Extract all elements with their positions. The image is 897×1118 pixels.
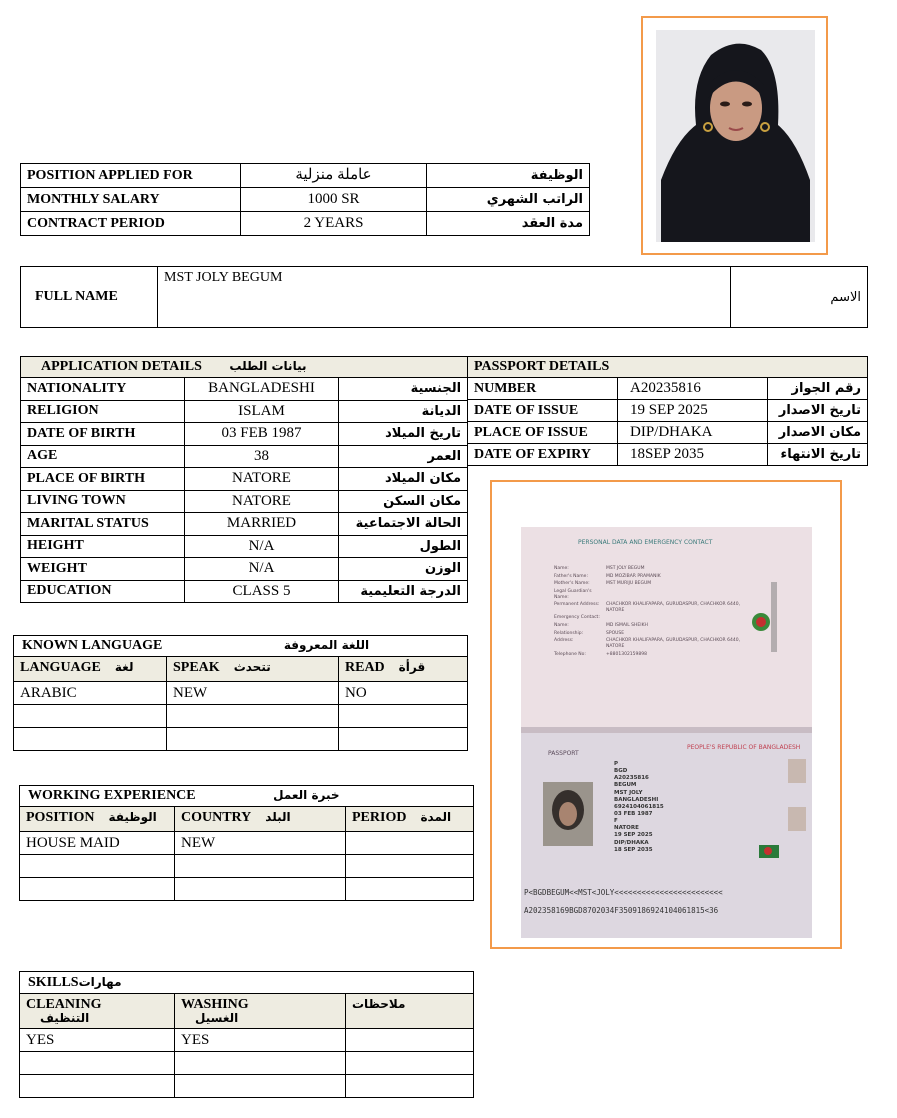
- skills-cell: [346, 1029, 474, 1052]
- language-cell: ARABIC: [14, 682, 167, 705]
- application-row: [21, 378, 468, 401]
- experience-header-ar: الوظيفة: [108, 810, 157, 824]
- passport-scan-field-key: Telephone No:: [554, 651, 586, 657]
- full-name-label: FULL NAME: [21, 267, 158, 328]
- application-value: 03 FEB 1987: [185, 423, 339, 446]
- experience-cell: [346, 878, 474, 901]
- skills-title-en: SKILLS: [28, 974, 79, 990]
- experience-cell: [346, 855, 474, 878]
- passport-scan-bio-value: 18 SEP 2035: [614, 846, 653, 853]
- skills-row: [20, 1075, 474, 1098]
- application-label: RELIGION: [21, 400, 185, 423]
- experience-header: [346, 807, 474, 832]
- application-label-ar: الديانة: [339, 400, 468, 423]
- application-title-en: APPLICATION DETAILS: [41, 359, 202, 374]
- passport-scan-field: [554, 589, 744, 600]
- application-label-ar: الطول: [339, 535, 468, 558]
- experience-row: [20, 855, 474, 878]
- skills-table: [19, 971, 474, 1098]
- passport-scan-bio-value: BEGUM: [614, 782, 637, 789]
- application-row: [21, 490, 468, 513]
- job-label: CONTRACT PERIOD: [21, 212, 241, 236]
- passport-scan-field: [554, 638, 744, 649]
- language-header-ar: قرأة: [398, 660, 426, 674]
- passport-scan-field-value: MD ISMAIL SHEIKH: [606, 623, 648, 628]
- passport-scan-mrz-line1: P<BGDBEGUM<<MST<JOLY<<<<<<<<<<<<<<<<<<<<<<<<: [524, 888, 723, 897]
- experience-cell: [20, 878, 175, 901]
- application-label-ar: الدرجة التعليمية: [339, 580, 468, 603]
- experience-header-en: POSITION: [26, 810, 95, 825]
- experience-header: [20, 807, 175, 832]
- application-row: [21, 535, 468, 558]
- experience-cell: HOUSE MAID: [20, 832, 175, 855]
- job-label-ar: الراتب الشهري: [427, 188, 590, 212]
- passport-scan-field-key: Address:: [554, 638, 574, 644]
- application-row: [21, 445, 468, 468]
- application-label: EDUCATION: [21, 580, 185, 603]
- passport-scan-field: [554, 574, 744, 580]
- passport-label-ar: تاريخ الاصدار: [768, 400, 868, 422]
- passport-label: PLACE OF ISSUE: [468, 422, 618, 444]
- passport-scan-frame: [490, 480, 842, 949]
- applicant-photo: [656, 30, 815, 242]
- passport-label-ar: رقم الجواز: [768, 378, 868, 400]
- passport-scan-field-key: Name:: [554, 623, 569, 628]
- application-value: ISLAM: [185, 400, 339, 423]
- passport-scan-field-value: CHACHKOR KHALIFAPARA, GURUDASPUR, CHACHKOR 6440, NATORE: [606, 602, 740, 613]
- language-cell: NO: [339, 682, 468, 705]
- working-experience-title-ar: خبرة العمل: [273, 788, 340, 802]
- experience-row: [20, 832, 474, 855]
- job-label-ar: الوظيفة: [427, 164, 590, 188]
- application-label: WEIGHT: [21, 558, 185, 581]
- passport-scan-field-value: MST MURIJU BEGUM: [606, 581, 652, 587]
- passport-row: [468, 400, 868, 422]
- skills-row: [20, 1029, 474, 1052]
- experience-row: [20, 878, 474, 901]
- passport-scan-page1-header: PERSONAL DATA AND EMERGENCY CONTACT: [578, 539, 713, 546]
- passport-scan-fields: [554, 566, 744, 659]
- job-value: 2 YEARS: [241, 212, 427, 236]
- passport-scan-bio-value: MST JOLY: [614, 789, 643, 796]
- language-header-en: SPEAK: [173, 660, 220, 675]
- passport-scan-field: [554, 615, 744, 621]
- passport-scan-field: [554, 566, 744, 572]
- language-header-ar: لغة: [114, 660, 134, 674]
- job-table: [20, 163, 590, 236]
- passport-scan-field-key: Permanent Address:: [554, 602, 600, 608]
- application-label: LIVING TOWN: [21, 490, 185, 513]
- passport-label: DATE OF ISSUE: [468, 400, 618, 422]
- passport-scan-field: [554, 652, 744, 658]
- skills-cell: [20, 1052, 175, 1075]
- passport-scan-bio-value: A20235816: [614, 775, 649, 782]
- application-value: N/A: [185, 535, 339, 558]
- passport-scan-field: [554, 631, 744, 637]
- application-label: NATIONALITY: [21, 378, 185, 401]
- language-cell: [14, 728, 167, 751]
- application-label-ar: الجنسية: [339, 378, 468, 401]
- passport-scan-bio-value: BGD: [614, 768, 628, 775]
- passport-scan-field-value: +8801302159898: [606, 651, 647, 657]
- application-label-ar: مكان الميلاد: [339, 468, 468, 491]
- skills-row: [20, 1052, 474, 1075]
- passport-value: A20235816: [618, 378, 768, 400]
- experience-header-ar: المدة: [420, 810, 452, 824]
- experience-cell: [346, 832, 474, 855]
- application-label-ar: تاريخ الميلاد: [339, 423, 468, 446]
- application-details-table: [20, 356, 468, 603]
- working-experience-title-en: WORKING EXPERIENCE: [28, 788, 196, 803]
- experience-cell: [20, 855, 175, 878]
- passport-scan-field-key: Legal Guardian's Name:: [554, 588, 592, 600]
- job-row: [21, 212, 590, 236]
- language-cell: [339, 728, 468, 751]
- application-label: MARITAL STATUS: [21, 513, 185, 536]
- application-label-ar: الوزن: [339, 558, 468, 581]
- application-label: DATE OF BIRTH: [21, 423, 185, 446]
- skills-title: [20, 972, 474, 994]
- language-row: [14, 705, 468, 728]
- passport-row: [468, 378, 868, 400]
- passport-details-title: PASSPORT DETAILS: [468, 357, 868, 378]
- known-language-title-en: KNOWN LANGUAGE: [22, 638, 163, 653]
- passport-scan-bio-value: 03 FEB 1987: [614, 810, 653, 817]
- passport-scan-bio-value: 19 SEP 2025: [614, 832, 653, 839]
- language-header: [339, 657, 468, 682]
- application-row: [21, 513, 468, 536]
- skills-header-ar: التنظيف: [40, 1011, 90, 1025]
- job-row: [21, 164, 590, 188]
- skills-header-ar: ملاحظات: [352, 997, 406, 1011]
- passport-value: DIP/DHAKA: [618, 422, 768, 444]
- language-cell: NEW: [167, 682, 339, 705]
- language-cell: [339, 705, 468, 728]
- application-label-ar: مكان السكن: [339, 490, 468, 513]
- passport-row: [468, 422, 868, 444]
- language-row: [14, 682, 468, 705]
- application-value: N/A: [185, 558, 339, 581]
- skills-header-en: WASHING: [181, 997, 249, 1012]
- passport-scan-bio-value: F: [614, 818, 618, 825]
- skills-header-en: CLEANING: [26, 997, 102, 1012]
- known-language-title-ar: اللغة المعروفة: [283, 638, 370, 652]
- application-label-ar: الحالة الاجتماعية: [339, 513, 468, 536]
- passport-scan-field-value: SPOUSE: [606, 630, 625, 636]
- passport-details-table: [467, 356, 868, 466]
- passport-scan-field-key: Mother's Name:: [554, 581, 590, 587]
- working-experience-title: [20, 786, 474, 807]
- full-name-label-ar: الاسم: [731, 267, 868, 328]
- experience-header-en: PERIOD: [352, 810, 407, 825]
- passport-label: NUMBER: [468, 378, 618, 400]
- application-label: HEIGHT: [21, 535, 185, 558]
- application-row: [21, 558, 468, 581]
- passport-scan-field: [554, 623, 744, 629]
- application-row: [21, 400, 468, 423]
- passport-scan-bio-value: P: [614, 761, 619, 767]
- language-header: [167, 657, 339, 682]
- language-header-ar: تتحدث: [233, 660, 271, 674]
- application-label: PLACE OF BIRTH: [21, 468, 185, 491]
- full-name-table: [20, 266, 868, 328]
- application-label-ar: العمر: [339, 445, 468, 468]
- applicant-photo-frame: [641, 16, 828, 255]
- skills-header: [175, 994, 346, 1029]
- passport-label: DATE OF EXPIRY: [468, 444, 618, 466]
- full-name-value: MST JOLY BEGUM: [158, 267, 731, 328]
- passport-scan-field-key: Relationship:: [554, 630, 584, 636]
- passport-label-ar: تاريخ الانتهاء: [768, 444, 868, 466]
- language-cell: [167, 728, 339, 751]
- application-value: NATORE: [185, 490, 339, 513]
- skills-cell: [175, 1075, 346, 1098]
- passport-scan-field: [554, 602, 744, 613]
- application-row: [21, 423, 468, 446]
- application-value: MARRIED: [185, 513, 339, 536]
- skills-header: [346, 994, 474, 1029]
- experience-cell: [175, 878, 346, 901]
- passport-value: 19 SEP 2025: [618, 400, 768, 422]
- passport-scan-field: [554, 581, 744, 587]
- language-cell: [14, 705, 167, 728]
- passport-scan-bio-value: DIP/DHAKA: [614, 839, 649, 846]
- passport-scan-mrz-line2: A202358169BGD8702034F3509186924104061815<36: [524, 906, 719, 915]
- application-label: AGE: [21, 445, 185, 468]
- passport-label-ar: مكان الاصدار: [768, 422, 868, 444]
- passport-scan-bio-value: NATORE: [614, 825, 639, 832]
- experience-header-en: COUNTRY: [181, 810, 252, 825]
- language-header: [14, 657, 167, 682]
- application-value: NATORE: [185, 468, 339, 491]
- skills-cell: [20, 1075, 175, 1098]
- skills-cell: YES: [175, 1029, 346, 1052]
- job-label: POSITION APPLIED FOR: [21, 164, 241, 188]
- job-label: MONTHLY SALARY: [21, 188, 241, 212]
- skills-cell: [175, 1052, 346, 1075]
- job-value: عاملة منزلية: [241, 164, 427, 188]
- passport-scan-bio-value: BANGLADESHI: [614, 796, 659, 803]
- language-header-en: LANGUAGE: [20, 660, 101, 675]
- known-language-title: [14, 636, 468, 657]
- application-value: 38: [185, 445, 339, 468]
- application-row: [21, 580, 468, 603]
- passport-scan-field-key: Emergency Contact:: [554, 615, 600, 621]
- passport-scan-bio-value: 6924104061815: [614, 803, 664, 810]
- working-experience-table: [19, 785, 474, 901]
- job-value: 1000 SR: [241, 188, 427, 212]
- application-value: CLASS 5: [185, 580, 339, 603]
- experience-header: [175, 807, 346, 832]
- experience-cell: NEW: [175, 832, 346, 855]
- passport-value: 18SEP 2035: [618, 444, 768, 466]
- language-header-en: READ: [345, 660, 385, 675]
- application-row: [21, 468, 468, 491]
- skills-cell: [346, 1075, 474, 1098]
- job-row: [21, 188, 590, 212]
- known-language-table: [13, 635, 468, 751]
- passport-scan-bio: [614, 761, 774, 854]
- skills-title-ar: مهارات: [78, 974, 122, 989]
- passport-scan-field-key: Father's Name:: [554, 573, 588, 579]
- passport-row: [468, 444, 868, 466]
- passport-scan-field-key: Name:: [554, 566, 569, 571]
- passport-scan-field-value: MD MOZIBAR PRAMANIK: [606, 573, 661, 579]
- passport-scan-page2-header: PEOPLE'S REPUBLIC OF BANGLADESH: [687, 744, 801, 751]
- experience-cell: [175, 855, 346, 878]
- application-title-ar: بيانات الطلب: [229, 359, 307, 373]
- experience-header-ar: البلد: [265, 810, 291, 824]
- passport-scan-field-value: MST JOLY BEGUM: [606, 566, 645, 571]
- language-row: [14, 728, 468, 751]
- job-label-ar: مدة العقد: [427, 212, 590, 236]
- passport-scan-page2-label: PASSPORT: [548, 750, 579, 757]
- passport-scan-field-value: CHACHKOR KHALIFAPARA, GURUDASPUR, CHACHKOR 6440, NATORE: [606, 638, 740, 649]
- skills-header-ar: الغسيل: [195, 1011, 239, 1025]
- language-cell: [167, 705, 339, 728]
- skills-header: [20, 994, 175, 1029]
- skills-cell: YES: [20, 1029, 175, 1052]
- application-details-title: [21, 357, 468, 378]
- skills-cell: [346, 1052, 474, 1075]
- application-value: BANGLADESHI: [185, 378, 339, 401]
